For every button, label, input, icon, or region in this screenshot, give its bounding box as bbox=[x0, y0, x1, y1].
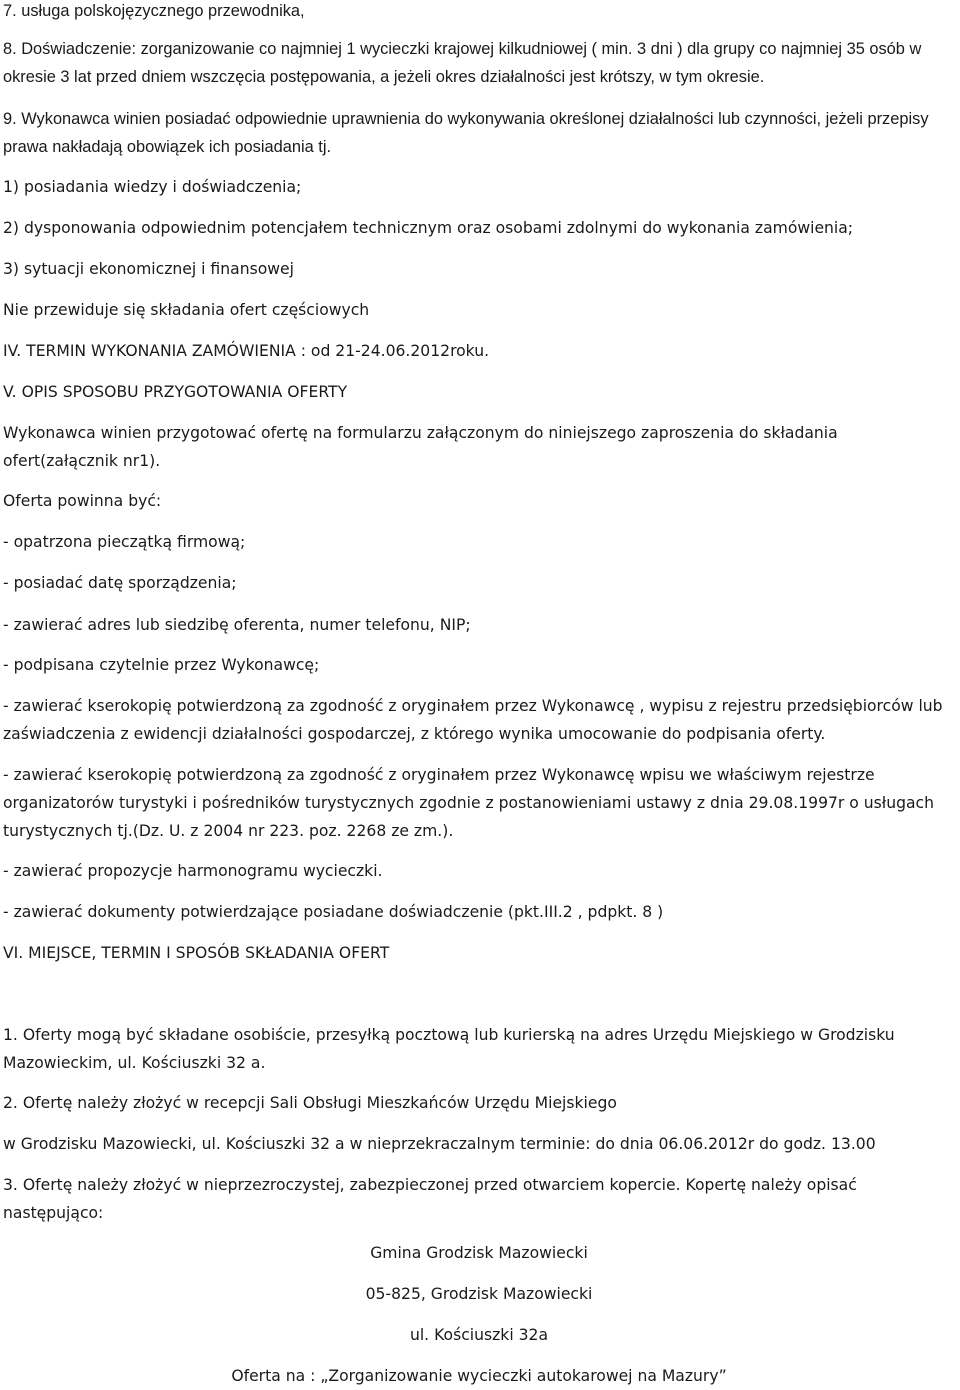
requirement-experience-docs: - zawierać dokumenty potwierdzające posiadane doświadczenie (pkt.III.2 , pdpkt. 8 ) bbox=[3, 903, 664, 921]
condition-2-resources: 2) dysponowania odpowiednim potencjałem technicznym oraz osobami zdolnymi do wykonania zamówienia; bbox=[3, 219, 854, 237]
item-9-permissions: 9. Wykonawca winien posiadać odpowiednie uprawnienia do wykonywania określonej działalności lub czynności, jeżeli przepisy prawa nakładają obowiązek ich posiadania tj. bbox=[3, 110, 929, 156]
envelope-street: ul. Kościuszki 32a bbox=[409, 1326, 549, 1344]
offer-form-paragraph: Wykonawca winien przygotować ofertę na formularzu załączonym do niniejszego zaproszenia do składania ofert(załącznik nr1). bbox=[3, 424, 838, 470]
offer-requirements-intro: Oferta powinna być: bbox=[3, 492, 162, 510]
item-8-experience: 8. Doświadczenie: zorganizowanie co najmniej 1 wycieczki krajowej kilkudniowej ( min. 3 dni ) dla grupy co najmniej 35 osób w okresie 3 lat przed dniem wszczęcia postępowania, a jeżeli okres działalności jest krótszy, w tym okresie. bbox=[3, 40, 922, 86]
condition-3-finances: 3) sytuacji ekonomicznej i finansowej bbox=[3, 260, 294, 278]
envelope-instructions: 3. Ofertę należy złożyć w nieprzezroczystej, zabezpieczonej przed otwarciem kopercie. Kopertę należy opisać następująco: bbox=[3, 1176, 857, 1222]
item-7-guide-service: 7. usługa polskojęzycznego przewodnika, bbox=[3, 2, 305, 20]
requirement-address: - zawierać adres lub siedzibę oferenta, numer telefonu, NIP; bbox=[3, 616, 471, 634]
requirement-signature: - podpisana czytelnie przez Wykonawcę; bbox=[3, 656, 320, 674]
requirement-tourism-register: - zawierać kserokopię potwierdzoną za zgodność z oryginałem przez Wykonawcę wpisu we właściwym rejestrze organizatorów turystyki i pośredników turystycznych zgodnie z postanowieniami ustawy z dnia 29.08.1997r o usługach turystycznych tj.(Dz. U. z 2004 nr 223. poz. 2268 ze zm.). bbox=[3, 766, 935, 840]
section-v-heading: V. OPIS SPOSOBU PRZYGOTOWANIA OFERTY bbox=[3, 383, 348, 401]
partial-offers-note: Nie przewiduje się składania ofert częściowych bbox=[3, 301, 370, 319]
envelope-offer-title: Oferta na : „Zorganizowanie wycieczki autokarowej na Mazury” bbox=[231, 1367, 727, 1385]
requirement-business-register: - zawierać kserokopię potwierdzoną za zgodność z oryginałem przez Wykonawcę , wypisu z rejestru przedsiębiorców lub zaświadczenia z ewidencji działalności gospodarczej, z którego wynika umocowanie do podpisania oferty. bbox=[3, 697, 943, 743]
requirement-stamp: - opatrzona pieczątką firmową; bbox=[3, 533, 246, 551]
requirement-date: - posiadać datę sporządzenia; bbox=[3, 574, 237, 592]
envelope-postal-code: 05-825, Grodzisk Mazowiecki bbox=[365, 1285, 593, 1303]
section-vi-heading: VI. MIEJSCE, TERMIN I SPOSÓB SKŁADANIA OFERT bbox=[3, 944, 390, 962]
requirement-schedule: - zawierać propozycje harmonogramu wycieczki. bbox=[3, 862, 383, 880]
submission-place: 2. Ofertę należy złożyć w recepcji Sali Obsługi Mieszkańców Urzędu Miejskiego bbox=[3, 1094, 617, 1112]
section-iv-heading: IV. TERMIN WYKONANIA ZAMÓWIENIA : od 21-24.06.2012roku. bbox=[3, 342, 490, 360]
submission-method: 1. Oferty mogą być składane osobiście, przesyłką pocztową lub kurierską na adres Urzędu Miejskiego w Grodzisku Mazowieckim, ul. Kościuszki 32 a. bbox=[3, 1026, 895, 1072]
condition-1-knowledge: 1) posiadania wiedzy i doświadczenia; bbox=[3, 178, 302, 196]
envelope-addressee: Gmina Grodzisk Mazowiecki bbox=[370, 1244, 588, 1262]
submission-deadline: w Grodzisku Mazowiecki, ul. Kościuszki 32 a w nieprzekraczalnym terminie: do dnia 06.06.2012r do godz. 13.00 bbox=[3, 1135, 876, 1153]
